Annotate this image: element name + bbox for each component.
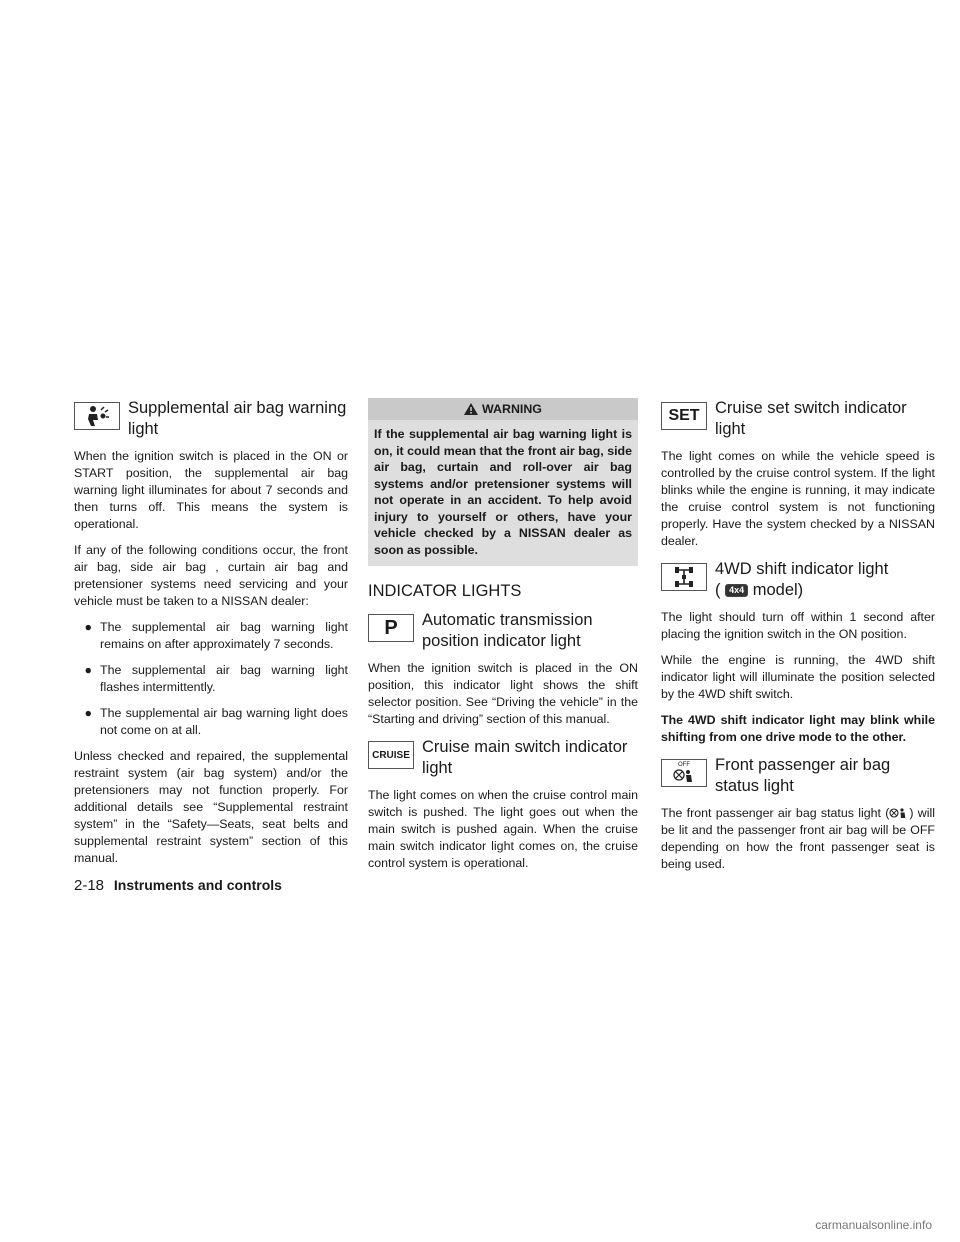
bullet-item [74, 619, 348, 653]
heading-text: Cruise main switch indicator light [422, 738, 628, 777]
heading-text [715, 559, 888, 601]
heading-airbag-warning [74, 398, 348, 440]
column-2 [368, 398, 638, 881]
heading-line-1: 4WD shift indicator light [715, 560, 889, 578]
section-title: INDICATOR LIGHTS [368, 582, 522, 600]
paragraph-bold: The 4WD shift indicator light may blink while shifting from one drive mode to the other. [661, 713, 935, 744]
heading-text: Cruise set switch indicator light [715, 399, 907, 438]
paragraph: The light should turn off within 1 second after placing the ignition switch in the ON position. [661, 610, 935, 641]
column-3 [661, 398, 935, 882]
airbag-warning-icon [74, 402, 120, 430]
paragraph: When the ignition switch is placed in the ON position, this indicator light shows the shift selector position. See “Driving the vehicle” in the “Starting and driving” section of this manual. [368, 661, 638, 726]
heading-passenger-airbag [661, 755, 935, 797]
paragraph: While the engine is running, the 4WD shift indicator light will illuminate the position selected by the 4WD shift switch. [661, 653, 935, 701]
page-footer [74, 877, 282, 894]
bullet-mark: ● [84, 620, 92, 634]
heading-text: Automatic transmission position indicator light [422, 611, 593, 650]
column-1 [74, 398, 348, 876]
bullet-item [74, 662, 348, 696]
warning-title-text: WARNING [482, 402, 542, 416]
paragraph: The front passenger air bag status light ( ) will be lit and the passenger front air bag will be OFF depending on how the front passenger seat is being used. [661, 806, 935, 871]
off-label: OFF [678, 762, 690, 768]
heading-text: Front passenger air bag status light [715, 756, 891, 795]
warning-triangle-icon [464, 403, 478, 415]
heading-at-indicator [368, 610, 638, 652]
park-position-icon: P [368, 614, 414, 642]
watermark: carmanualsonline.info [815, 1218, 932, 1232]
heading-4wd-shift [661, 559, 935, 601]
bullet-text: The supplemental air bag warning light does not come on at all. [100, 706, 348, 737]
bullet-mark: ● [84, 663, 92, 677]
heading-cruise-main [368, 737, 638, 779]
bullet-text: The supplemental air bag warning light remains on after approximately 7 seconds. [100, 620, 348, 651]
passenger-airbag-inline-icon [889, 807, 909, 820]
paragraph: When the ignition switch is placed in the ON or START position, the supplemental air bag warning light illuminates for about 7 seconds and then turns off. This means the system is operational. [74, 449, 348, 531]
set-icon: SET [661, 402, 707, 430]
cruise-icon: CRUISE [368, 741, 414, 769]
warning-box [368, 398, 638, 566]
passenger-airbag-off-icon [661, 759, 707, 787]
chapter-title: Instruments and controls [113, 877, 282, 893]
paragraph: The light comes on while the vehicle speed is controlled by the cruise control system. If the light blinks while the engine is running, it may indicate the cruise control system is not functioning properly. Have the system checked by a NISSAN dealer. [661, 449, 935, 548]
warning-title [368, 398, 638, 420]
paragraph: If any of the following conditions occur, the front air bag, side air bag , curtain air bag and pretensioner systems need servicing and your vehicle must be taken to a NISSAN dealer: [74, 543, 348, 608]
bullet-text: The supplemental air bag warning light flashes intermittently. [100, 663, 348, 694]
heading-cruise-set [661, 398, 935, 440]
page-number: 2-18 [74, 877, 105, 894]
warning-text: If the supplemental air bag warning light is on, it could mean that the front air bag, side air bag, curtain and roll-over air bag systems and/or pretensioner systems will not operate in an accident. To help avoid injury to yourself or others, have your vehicle checked by a NISSAN dealer as soon as possible. [374, 427, 632, 557]
heading-line-2: ( 4x4 model) [715, 581, 804, 599]
bullet-item [74, 705, 348, 739]
paragraph: Unless checked and repaired, the supplemental restraint system (air bag system) and/or the pretensioners may not function properly. For additional details see “Supplemental restraint system” in the “Safety—Seats, seat belts and supplemental restraint system” section of this manual. [74, 749, 348, 865]
bullet-mark: ● [84, 706, 92, 720]
4wd-drivetrain-icon [661, 563, 707, 591]
paragraph: The light comes on when the cruise control main switch is pushed. The light goes out when the main switch is pushed again. When the cruise main switch indicator light comes on, the cruise control system is operational. [368, 788, 638, 870]
heading-text: Supplemental air bag warning light [128, 399, 347, 438]
4x4-badge: 4x4 [725, 584, 748, 597]
